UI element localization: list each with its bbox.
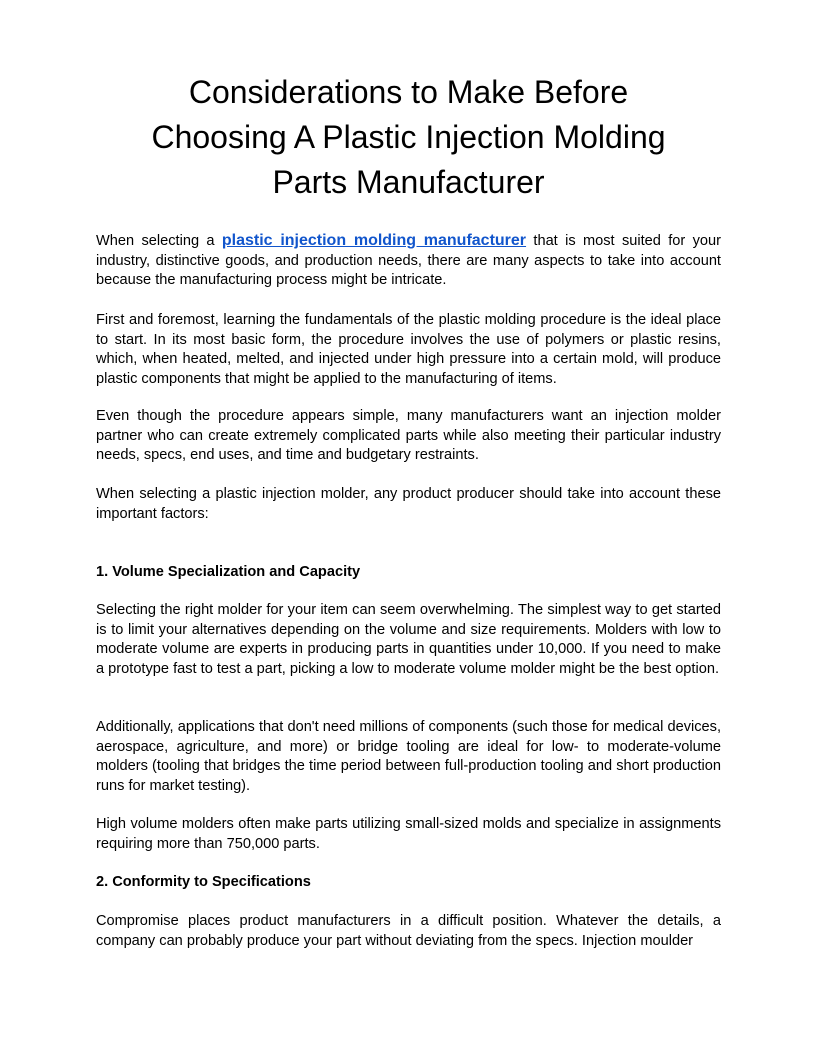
section-2-paragraph-1: Compromise places product manufacturers in a difficult position. Whatever the details, a company can probably produce your part without deviating from the specs. Injection moulder	[96, 913, 721, 949]
section-2-heading: 2. Conformity to Specifications	[96, 874, 311, 890]
intro-paragraph	[96, 231, 721, 291]
section-1-heading: 1. Volume Specialization and Capacity	[96, 564, 361, 580]
partner-paragraph: Even though the procedure appears simple, many manufacturers want an injection molder partner who can create extremely complicated parts while also meeting their particular industry needs, specs, end uses, and time and budgetary restraints.	[96, 408, 721, 463]
intro-text-before-link: When selecting a	[96, 233, 222, 249]
document-title	[96, 70, 721, 205]
section-1-paragraph-3: High volume molders often make parts utilizing small-sized molds and specialize in assignments requiring more than 750,000 parts.	[96, 816, 721, 852]
fundamentals-paragraph: First and foremost, learning the fundamentals of the plastic molding procedure is the ideal place to start. In its most basic form, the procedure involves the use of polymers or plastic resins, which, when heated, melted, and injected under high pressure into a certain mold, will produce plastic components that might be applied to the manufacturing of items.	[96, 312, 721, 387]
title-line-1: Considerations to Make Before	[188, 74, 629, 110]
section-1-paragraph-1: Selecting the right molder for your item can seem overwhelming. The simplest way to get started is to limit your alternatives depending on the volume and size requirements. Molders with low to moderate volume are experts in producing parts in quantities under 10,000. If you need to make a prototype fast to test a part, picking a low to moderate volume molder might be the best option.	[96, 602, 721, 677]
section-1-paragraph-2: Additionally, applications that don't need millions of components (such those for medical devices, aerospace, agriculture, and more) or bridge tooling are ideal for low- to moderate-volume molders (tooling that bridges the time period between full-production tooling and short production runs for market testing).	[96, 719, 721, 794]
intro-text-after-link: that is most suited for your industry, distinctive goods, and production needs, there are many aspects to take into account because the manufacturing process might be intricate.	[96, 233, 722, 288]
title-line-3: Parts Manufacturer	[272, 164, 545, 200]
manufacturer-link[interactable]: plastic injection molding manufacturer	[221, 232, 527, 249]
factors-paragraph: When selecting a plastic injection molder, any product producer should take into account these important factors:	[96, 486, 721, 522]
title-line-2: Choosing A Plastic Injection Molding	[151, 119, 666, 155]
